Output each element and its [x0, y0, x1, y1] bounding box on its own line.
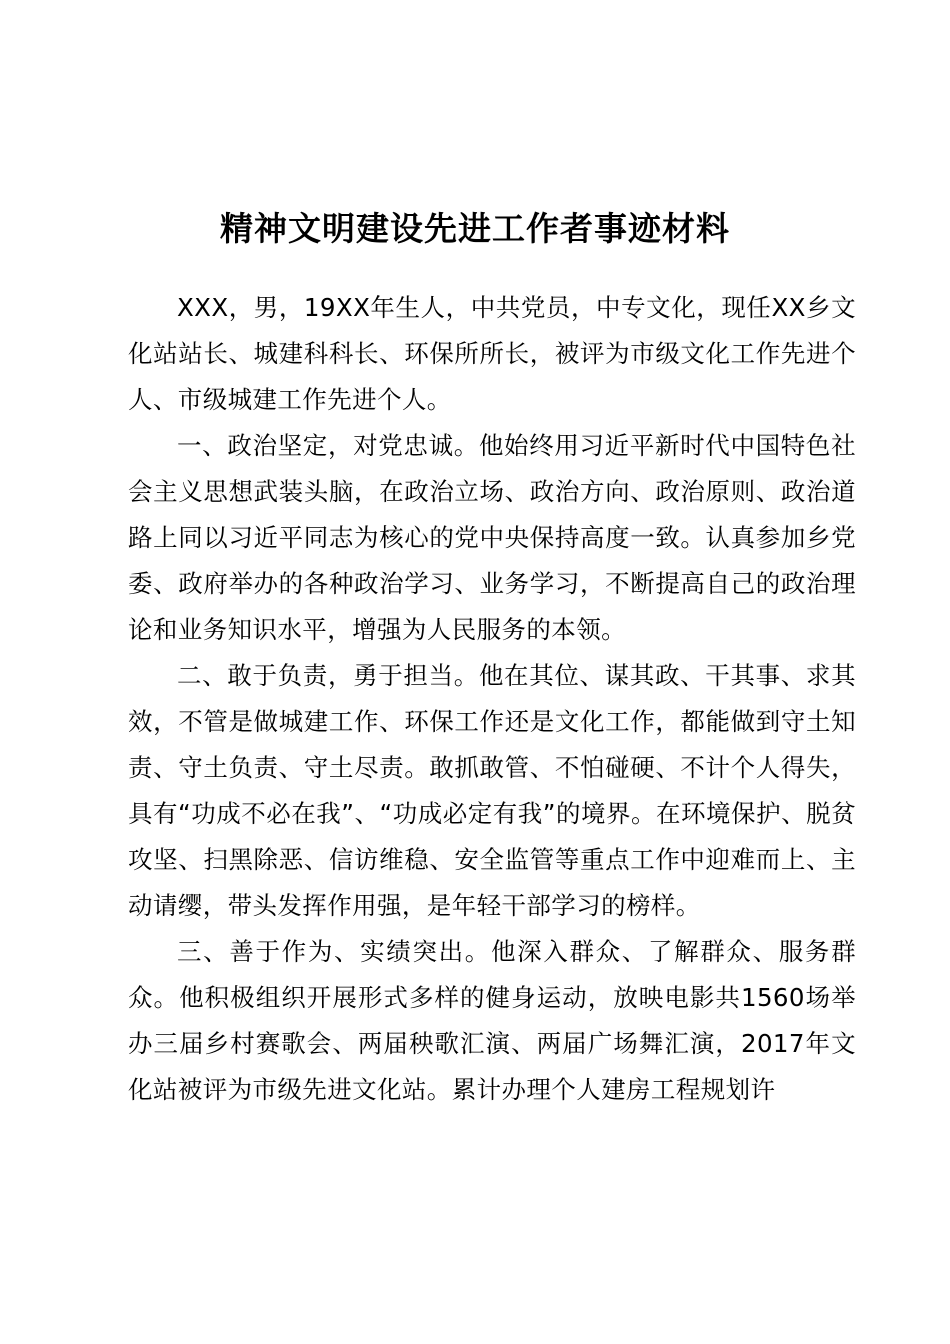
document-body — [128, 285, 856, 1113]
paragraph-responsibility: 二、敢于负责，勇于担当。他在其位、谋其政、干其事、求其效，不管是做城建工作、环保工作还是文化工作，都能做到守土知责、守土负责、守土尽责。敢抓敢管、不怕碰硬、不计个人得失，具有“功成不必在我”、“功成必定有我”的境界。在环境保护、脱贫攻坚、扫黑除恶、信访维稳、安全监管等重点工作中迎难而上、主动请缨，带头发挥作用强，是年轻干部学习的榜样。 — [128, 661, 856, 920]
paragraph-achievements: 三、善于作为、实绩突出。他深入群众、了解群众、服务群众。他积极组织开展形式多样的健身运动，放映电影共1560场举办三届乡村赛歌会、两届秧歌汇演、两届广场舞汇演，2017年文化站被评为市级先进文化站。累计办理个人建房工程规划许 — [128, 937, 856, 1104]
paragraph-intro: XXX，男，19XX年生人，中共党员，中专文化，现任XX乡文化站站长、城建科科长、环保所所长，被评为市级文化工作先进个人、市级城建工作先进个人。 — [128, 293, 856, 414]
paragraph-political-loyalty: 一、政治坚定，对党忠诚。他始终用习近平新时代中国特色社会主义思想武装头脑，在政治立场、政治方向、政治原则、政治道路上同以习近平同志为核心的党中央保持高度一致。认真参加乡党委、政府举办的各种政治学习、业务学习，不断提高自己的政治理论和业务知识水平，增强为人民服务的本领。 — [128, 431, 856, 644]
document-title: 精神文明建设先进工作者事迹材料 — [220, 209, 730, 248]
